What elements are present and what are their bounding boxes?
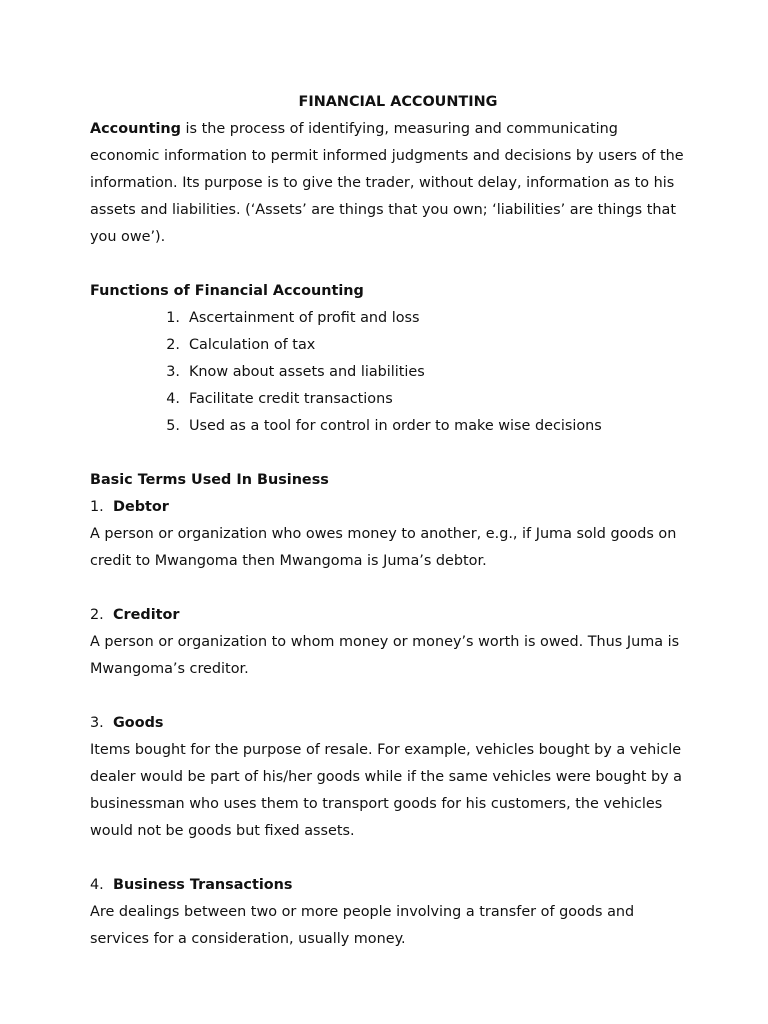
spacer [90,845,688,872]
term-definition: Items bought for the purpose of resale. For example, vehicles bought by a vehicle dealer would be part of his/her goods while if the same vehicles were bought by a businessman who uses them to transport goods for his customers, the vehicles would not be goods but fixed assets. [90,742,682,839]
list-item-number: 3. [166,364,180,380]
list-item [157,413,688,440]
term-definition: Are dealings between two or more people involving a transfer of goods and services for a consideration, usually money. [90,904,635,947]
list-item [157,305,688,332]
term-name: Debtor [113,499,169,515]
basic-terms-heading: Basic Terms Used In Business [90,472,329,488]
list-item-text: Ascertainment of profit and loss [189,310,420,326]
term-block-debtor [90,494,688,575]
term-heading [90,710,688,737]
list-item-number: 4. [166,391,180,407]
term-name: Creditor [113,607,180,623]
term-definition: A person or organization to whom money or money’s worth is owed. Thus Juma is Mwangoma’s creditor. [90,634,680,677]
functions-heading: Functions of Financial Accounting [90,283,364,299]
list-item-text: Calculation of tax [189,337,316,353]
term-number: 3. [90,715,104,731]
list-item-text: Used as a tool for control in order to make wise decisions [189,418,602,434]
term-definition: A person or organization who owes money to another, e.g., if Juma sold goods on credit to Mwangoma then Mwangoma is Juma’s debtor. [90,526,677,569]
intro-paragraph [90,116,688,251]
list-item-number: 1. [166,310,180,326]
term-number: 2. [90,607,104,623]
spacer [90,251,688,278]
term-name: Business Transactions [113,877,293,893]
intro-term: Accounting [90,121,181,137]
term-heading [90,494,688,521]
spacer [90,440,688,467]
term-number: 1. [90,499,104,515]
intro-text: is the process of identifying, measuring and communicating economic information to permit informed judgments and decisions by users of the information. Its purpose is to give the trader, without delay, information as to his assets and liabilities. (‘Assets’ are things that you own; ‘liabilities’ are things that you owe’). [90,121,684,245]
list-item-text: Facilitate credit transactions [189,391,393,407]
spacer [90,575,688,602]
list-item-number: 5. [166,418,180,434]
list-item [157,332,688,359]
list-item [157,359,688,386]
term-heading [90,872,688,899]
term-heading [90,602,688,629]
functions-list [90,305,688,440]
document-title: FINANCIAL ACCOUNTING [298,94,498,110]
term-block-creditor [90,602,688,683]
list-item-number: 2. [166,337,180,353]
term-name: Goods [113,715,164,731]
list-item-text: Know about assets and liabilities [189,364,425,380]
term-block-business-transactions [90,872,688,953]
term-number: 4. [90,877,104,893]
term-block-goods [90,710,688,845]
list-item [157,386,688,413]
spacer [90,683,688,710]
